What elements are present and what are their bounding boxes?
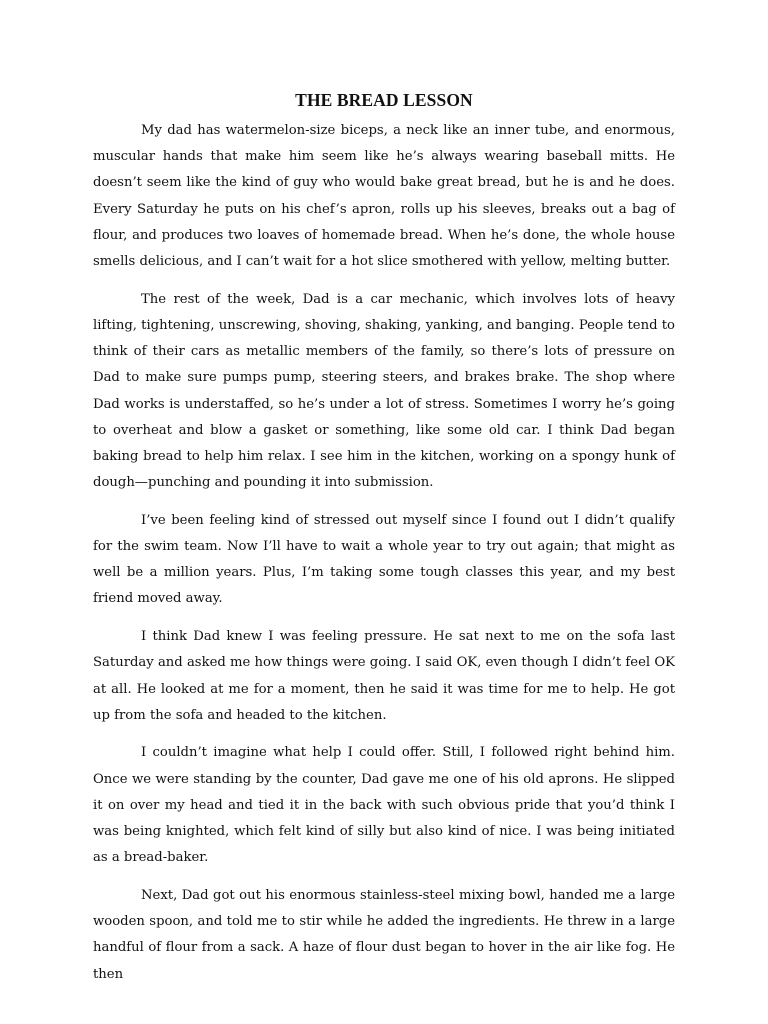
page-title: THE BREAD LESSON bbox=[295, 90, 473, 110]
paragraph-1: My dad has watermelon-size biceps, a neck like an inner tube, and enormous, muscular hands that make him seem like he’s always wearing baseball mitts. He doesn’t seem like the kind of guy who would bake great bread, but he is and he does. Every Saturday he puts on his chef’s apron, rolls up his sleeves, breaks out a bag of flour, and produces two loaves of homemade bread. When he’s done, the whole house smells delicious, and I can’t wait for a hot slice smothered with yellow, melting butter. bbox=[93, 123, 675, 270]
paragraph-3: I’ve been feeling kind of stressed out myself since I found out I didn’t qualify for the swim team. Now I’ll have to wait a whole year to try out again; that might as well be a million years. Plus, I’m taking some tough classes this year, and my best friend moved away. bbox=[93, 512, 675, 607]
paragraph-6: Next, Dad got out his enormous stainless-steel mixing bowl, handed me a large wooden spoon, and told me to stir while he added the ingredients. He threw in a large handful of flour from a sack. A haze of flour dust began to hover in the air like fog. He then bbox=[93, 887, 675, 982]
body-text bbox=[93, 118, 675, 999]
paragraph-2: The rest of the week, Dad is a car mechanic, which involves lots of heavy lifting, tightening, unscrewing, shoving, shaking, yanking, and banging. People tend to think of their cars as metallic members of the family, so there’s lots of pressure on Dad to make sure pumps pump, steering steers, and brakes brake. The shop where Dad works is understaffed, so he’s under a lot of stress. Sometimes I worry he’s going to overheat and blow a gasket or something, like some old car. I think Dad began baking bread to help him relax. I see him in the kitchen, working on a spongy hunk of dough—punching and pounding it into submission. bbox=[93, 291, 675, 491]
paragraph-5: I couldn’t imagine what help I could offer. Still, I followed right behind him. Once we were standing by the counter, Dad gave me one of his old aprons. He slipped it on over my head and tied it in the back with such obvious pride that you’d think I was being knighted, which felt kind of silly but also kind of nice. I was being initiated as a bread-baker. bbox=[93, 745, 675, 866]
paragraph-4: I think Dad knew I was feeling pressure. He sat next to me on the sofa last Saturday and asked me how things were going. I said OK, even though I didn’t feel OK at all. He looked at me for a moment, then he said it was time for me to help. He got up from the sofa and headed to the kitchen. bbox=[93, 629, 675, 723]
